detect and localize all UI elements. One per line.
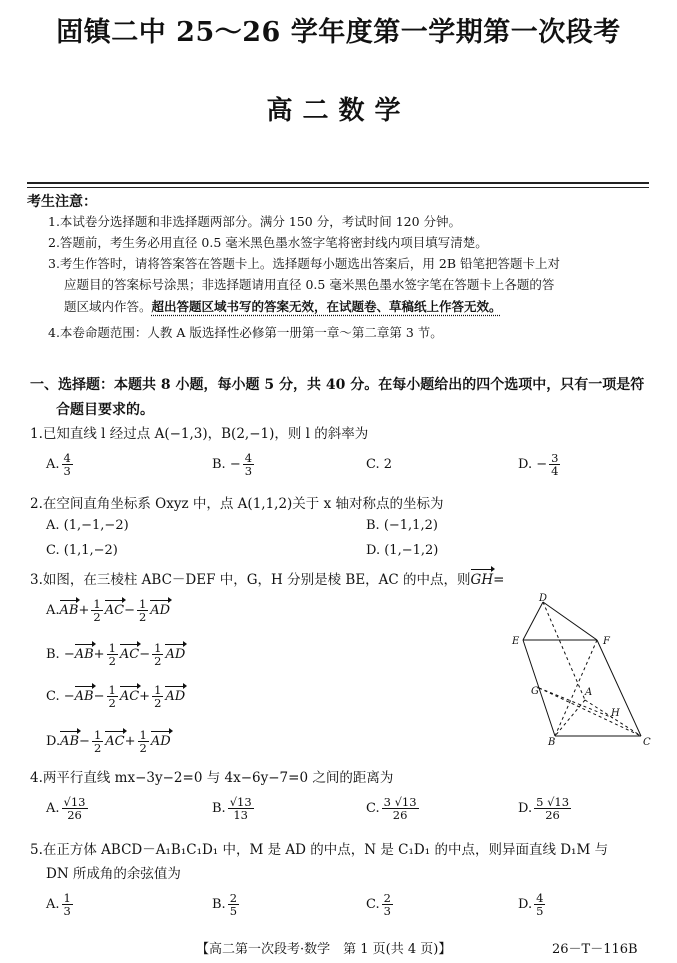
notice-item-3-cont: 应题目的答案标号涂黑；非选择题请用直径 0.5 毫米黑色墨水签字笔在答题卡上各题的答	[64, 277, 555, 292]
q3-option-c: C. −AB− $\frac{1}{2}$ AC+ $\frac{1}{2}$ AD	[46, 683, 186, 710]
question-1-stem: 1.已知直线 l 经过点 A(−1,3)，B(2,−1)，则 l 的斜率为	[30, 426, 369, 442]
label-h: H	[611, 708, 620, 719]
q2-option-c: C. (1,1,−2)	[46, 543, 118, 558]
q5-option-c: C. $\frac{2}{3}$	[366, 891, 391, 918]
q1-option-c: C. 2	[366, 457, 393, 472]
q1-option-a: A. $\frac{4}{3}$	[46, 451, 71, 478]
q5-option-b: B. $\frac{2}{5}$	[212, 891, 238, 918]
q2-option-d: D. (1,−1,2)	[366, 543, 439, 558]
prism-figure	[505, 590, 655, 750]
paper-code: 26－T－116B	[552, 942, 638, 957]
notice-item-3-plain: 题区域内作答。	[64, 299, 152, 314]
q3-option-a: A.AB+ $\frac{1}{2}$ AC− $\frac{1}{2}$ AD	[46, 597, 171, 624]
label-c: C	[643, 737, 651, 748]
notice-heading: 考生注意：	[27, 194, 97, 210]
label-b: B	[548, 737, 556, 748]
question-2-stem: 2.在空间直角坐标系 Oxyz 中，点 A(1,1,2)关于 x 轴对称点的坐标为	[30, 496, 444, 512]
notice-item-3: 3.考生作答时，请将答案答在答题卡上。选择题每小题选出答案后，用 2B 铅笔把答题卡上对	[48, 256, 561, 271]
q3-option-d: D.AB− $\frac{1}{2}$ AC+ $\frac{1}{2}$ AD	[46, 728, 171, 755]
q4-option-c: C. $\frac{3 √13}{26}$	[366, 795, 417, 822]
label-g: G	[531, 686, 539, 697]
divider-thick	[27, 182, 649, 184]
q5-option-a: A. $\frac{1}{3}$	[46, 891, 71, 918]
label-a: A	[585, 687, 593, 698]
notice-item-2: 2.答题前，考生务必用直径 0.5 毫米黑色墨水签字笔将密封线内项目填写清楚。	[48, 235, 488, 250]
q2-option-a: A. (1,−1,−2)	[46, 518, 129, 533]
question-5-stem-2: DN 所成角的余弦值为	[46, 866, 181, 882]
q4-option-a: A. $\frac{√13}{26}$	[46, 795, 86, 822]
divider-thin	[27, 187, 649, 188]
q3-option-b: B. −AB+ $\frac{1}{2}$ AC− $\frac{1}{2}$ AD	[46, 641, 186, 668]
exam-title: 固镇二中 25～26 学年度第一学期第一次段考	[56, 17, 621, 48]
label-d: D	[539, 593, 548, 604]
section-line-1: 一、选择题：本题共 8 小题，每小题 5 分，共 40 分。在每小题给出的四个选项中，只有一项是符	[30, 377, 645, 393]
subject-title: 高二数学	[266, 96, 411, 126]
question-5-stem-1: 5.在正方体 ABCD－A₁B₁C₁D₁ 中，M 是 AD 的中点，N 是 C₁D₁ 的中点，则异面直线 D₁M 与	[30, 842, 609, 858]
notice-item-4: 4.本卷命题范围：人教 A 版选择性必修第一册第一章～第二章第 3 节。	[48, 325, 443, 340]
question-4-stem: 4.两平行直线 mx−3y−2=0 与 4x−6y−7=0 之间的距离为	[30, 770, 394, 786]
q5-option-d: D. $\frac{4}{5}$	[518, 891, 544, 918]
label-e: E	[512, 636, 520, 647]
q4-option-b: B. $\frac{√13}{13}$	[212, 795, 252, 822]
page-footer: 【高二第一次段考·数学 第 1 页(共 4 页)】	[196, 942, 452, 957]
notice-emphasis: 超出答题区域书写的答案无效，在试题卷、草稿纸上作答无效。	[151, 299, 502, 314]
q1-option-d: D. − $\frac{3}{4}$	[518, 451, 559, 478]
notice-item-3-end	[64, 296, 502, 317]
label-f: F	[603, 636, 610, 647]
notice-item-1: 1.本试卷分选择题和非选择题两部分。满分 150 分，考试时间 120 分钟。	[48, 214, 462, 229]
q2-option-b: B. (−1,1,2)	[366, 518, 438, 533]
section-line-2: 合题目要求的。	[56, 402, 154, 418]
q1-option-b: B. − $\frac{4}{3}$	[212, 451, 253, 478]
section-heading	[30, 373, 650, 423]
q4-option-d: D. $\frac{5 √13}{26}$	[518, 795, 570, 822]
question-3-stem: 3.如图，在三棱柱 ABC－DEF 中，G，H 分别是棱 BE，AC 的中点，则GH=	[30, 572, 505, 588]
